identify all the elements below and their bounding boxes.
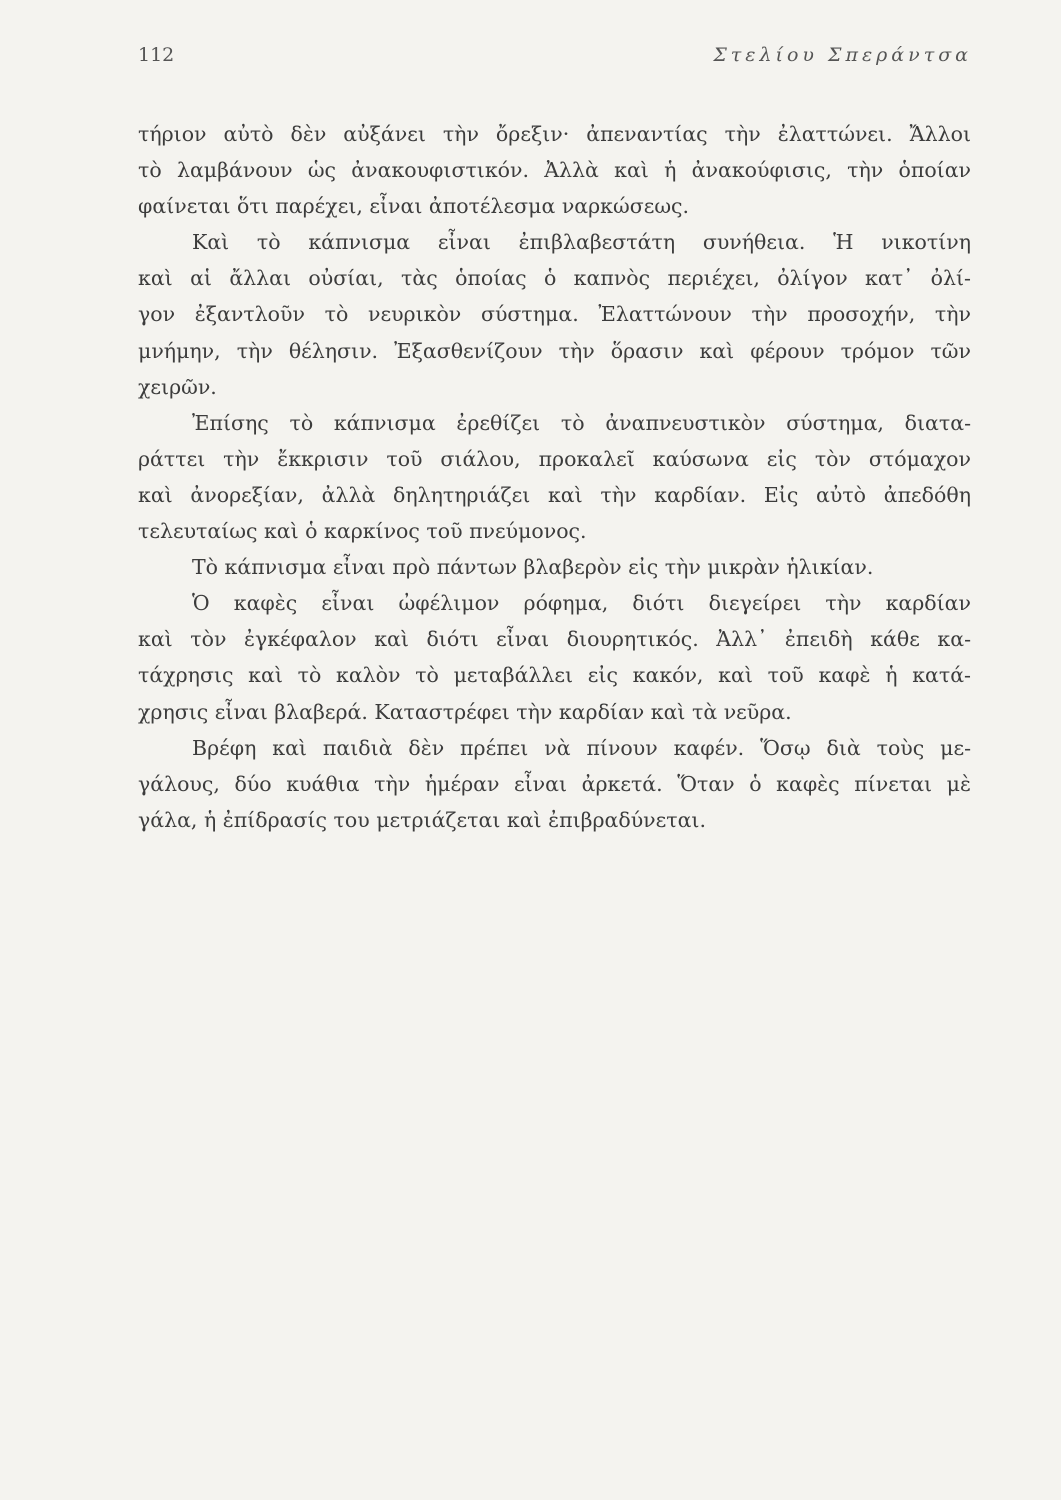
text-line: χρησις εἶναι βλαβερά. Καταστρέφει τὴν καρδίαν καὶ τὰ νεῦρα. (138, 699, 792, 724)
text-line: Ὁ καφὲς εἶναι ὠφέλιμον ρόφημα, διότι διεγείρει τὴν καρδίαν (192, 591, 971, 616)
text-line: γον ἐξαντλοῦν τὸ νευρικὸν σύστημα. Ἐλαττώνουν τὴν προσοχήν, τὴν (138, 302, 971, 327)
text-line: μνήμην, τὴν θέλησιν. Ἐξασθενίζουν τὴν ὅρασιν καὶ φέρουν τρόμον τῶν (138, 338, 971, 363)
text-line: Βρέφη καὶ παιδιὰ δὲν πρέπει νὰ πίνουν καφέν. Ὅσῳ διὰ τοὺς με- (192, 735, 971, 760)
running-head: Στελίου Σπεράντσα (713, 44, 972, 66)
text-line: ράττει τὴν ἔκκρισιν τοῦ σιάλου, προκαλεῖ καύσωνα εἰς τὸν στόμαχον (138, 446, 971, 471)
text-body (138, 116, 971, 838)
text-line: γάλα, ἡ ἐπίδρασίς του μετριάζεται καὶ ἐπιβραδύνεται. (138, 807, 706, 832)
text-line: γάλους, δύο κυάθια τὴν ἡμέραν εἶναι ἀρκετά. Ὅταν ὁ καφὲς πίνεται μὲ (138, 771, 971, 796)
text-line: τήριον αὐτὸ δὲν αὐξάνει τὴν ὄρεξιν· ἀπεναντίας τὴν ἐλαττώνει. Ἄλλοι (138, 122, 971, 146)
text-line: τελευταίως καὶ ὁ καρκίνος τοῦ πνεύμονος. (138, 519, 587, 544)
page-number: 112 (138, 44, 175, 66)
text-line: Ἐπίσης τὸ κάπνισμα ἐρεθίζει τὸ ἀναπνευστικὸν σύστημα, διατα- (192, 410, 971, 435)
text-line: τάχρησις καὶ τὸ καλὸν τὸ μεταβάλλει εἰς κακόν, καὶ τοῦ καφὲ ἡ κατά- (138, 663, 971, 688)
text-line: καὶ ἀνορεξίαν, ἀλλὰ δηλητηριάζει καὶ τὴν καρδίαν. Εἰς αὐτὸ ἀπεδόθη (138, 482, 971, 507)
text-line: καὶ αἱ ἄλλαι οὐσίαι, τὰς ὁποίας ὁ καπνὸς περιέχει, ὀλίγον κατ᾽ ὀλί- (138, 266, 971, 291)
text-line: Καὶ τὸ κάπνισμα εἶναι ἐπιβλαβεστάτη συνήθεια. Ἡ νικοτίνη (192, 230, 971, 255)
text-line: τὸ λαμβάνουν ὡς ἀνακουφιστικόν. Ἀλλὰ καὶ ἡ ἀνακούφισις, τὴν ὁποίαν (138, 158, 971, 183)
text-line: χειρῶν. (138, 374, 217, 399)
text-line: Τὸ κάπνισμα εἶναι πρὸ πάντων βλαβερὸν εἰς τὴν μικρὰν ἡλικίαν. (192, 555, 874, 580)
text-line: φαίνεται ὅτι παρέχει, εἶναι ἀποτέλεσμα ναρκώσεως. (138, 194, 690, 219)
text-line: καὶ τὸν ἐγκέφαλον καὶ διότι εἶναι διουρητικός. Ἀλλ᾽ ἐπειδὴ κάθε κα- (138, 627, 971, 652)
